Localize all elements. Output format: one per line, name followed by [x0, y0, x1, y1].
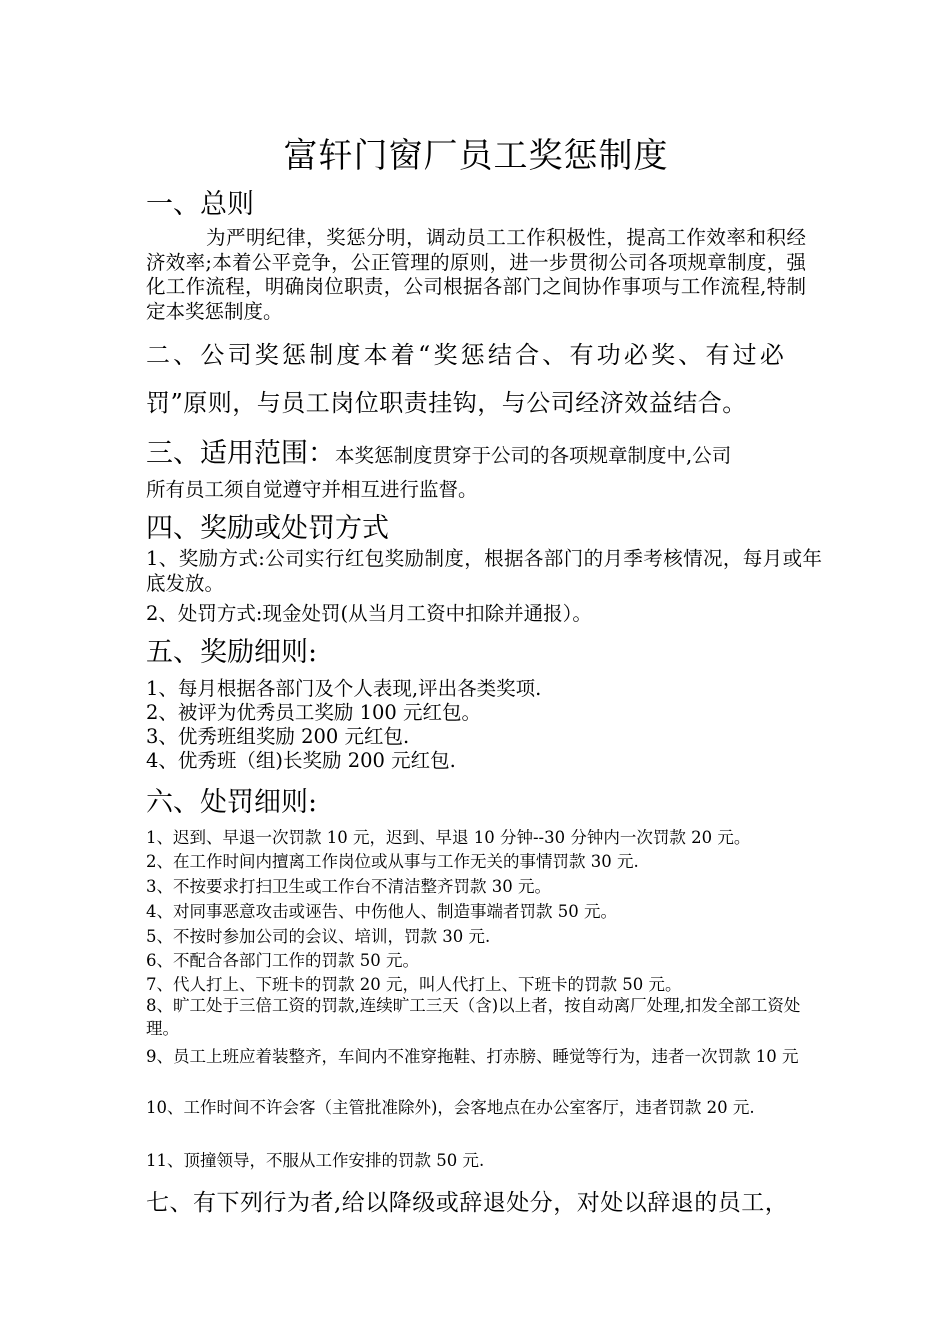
penalty-item: 3、不按要求打扫卫生或工作台不清洁整齐罚款 30 元。: [146, 877, 551, 896]
section-principle-line1: 二、公司奖惩制度本着“奖惩结合、有功必奖、有过必: [146, 341, 788, 369]
section-penalty-heading: 六、处罚细则:: [146, 787, 318, 818]
penalty-item: 6、不配合各部门工作的罚款 50 元。: [146, 951, 419, 970]
reward-item: 2、被评为优秀员工奖励 100 元红包。: [146, 701, 482, 724]
section-principle-line2: 罚”原则，与员工岗位职责挂钩，与公司经济效益结合。: [146, 389, 747, 417]
method-penalty-item: 2、处罚方式:现金处罚(从当月工资中扣除并通报）。: [146, 602, 592, 625]
penalty-item: 10、工作时间不许会客（主管批准除外)，会客地点在办公室客厅，违者罚款 20 元.: [146, 1098, 755, 1117]
section-dismissal-line1: 七、有下列行为者,给以降级或辞退处分，对处以辞退的员工，: [146, 1190, 789, 1216]
section-scope-line1: [146, 431, 731, 470]
reward-item: 3、优秀班组奖励 200 元红包.: [146, 725, 410, 748]
penalty-item: 9、员工上班应着装整齐，车间内不准穿拖鞋、打赤膀、睡觉等行为，违者一次罚款 10 元: [146, 1047, 799, 1066]
penalty-item: 11、顶撞领导，不服从工作安排的罚款 50 元.: [146, 1151, 485, 1170]
reward-item: 4、优秀班（组)长奖励 200 元红包.: [146, 749, 456, 772]
section-general-body: 为严明纪律，奖惩分明，调动员工工作积极性，提高工作效率和积经济效率;本着公平竞争，公正管理的原则，进一步贯彻公司各项规章制度，强化工作流程，明确岗位职责，公司根据各部门之间协作事项与工作流程,特制定本奖惩制度。: [146, 226, 806, 323]
section-general-heading: 一、总则: [146, 189, 254, 220]
penalty-item: 1、迟到、早退一次罚款 10 元，迟到、早退 10 分钟--30 分钟内一次罚款 20 元。: [146, 828, 751, 847]
section-scope-line2: 所有员工须自觉遵守并相互进行监督。: [146, 478, 478, 501]
section-reward-heading: 五、奖励细则:: [146, 637, 318, 668]
document-title: 富轩门窗厂员工奖惩制度: [283, 136, 669, 176]
section-method-heading: 四、奖励或处罚方式: [146, 513, 389, 544]
section-scope-text: 本奖惩制度贯穿于公司的各项规章制度中,公司: [335, 444, 732, 467]
reward-item: 1、每月根据各部门及个人表现,评出各类奖项.: [146, 677, 542, 700]
penalty-item: 8、旷工处于三倍工资的罚款,连续旷工三天（含)以上者，按自动离厂处理,扣发全部工资处理。: [146, 996, 801, 1038]
section-scope-heading: 三、适用范围：: [146, 438, 335, 469]
penalty-item: 4、对同事恶意攻击或诬告、中伤他人、制造事端者罚款 50 元。: [146, 902, 617, 921]
method-reward-item: 1、奖励方式:公司实行红包奖励制度，根据各部门的月季考核情况，每月或年底发放。: [146, 547, 822, 595]
penalty-item: 2、在工作时间内擅离工作岗位或从事与工作无关的事情罚款 30 元.: [146, 852, 639, 871]
penalty-item: 7、代人打上、下班卡的罚款 20 元，叫人代打上、下班卡的罚款 50 元。: [146, 975, 682, 994]
penalty-item: 5、不按时参加公司的会议、培训，罚款 30 元.: [146, 927, 491, 946]
